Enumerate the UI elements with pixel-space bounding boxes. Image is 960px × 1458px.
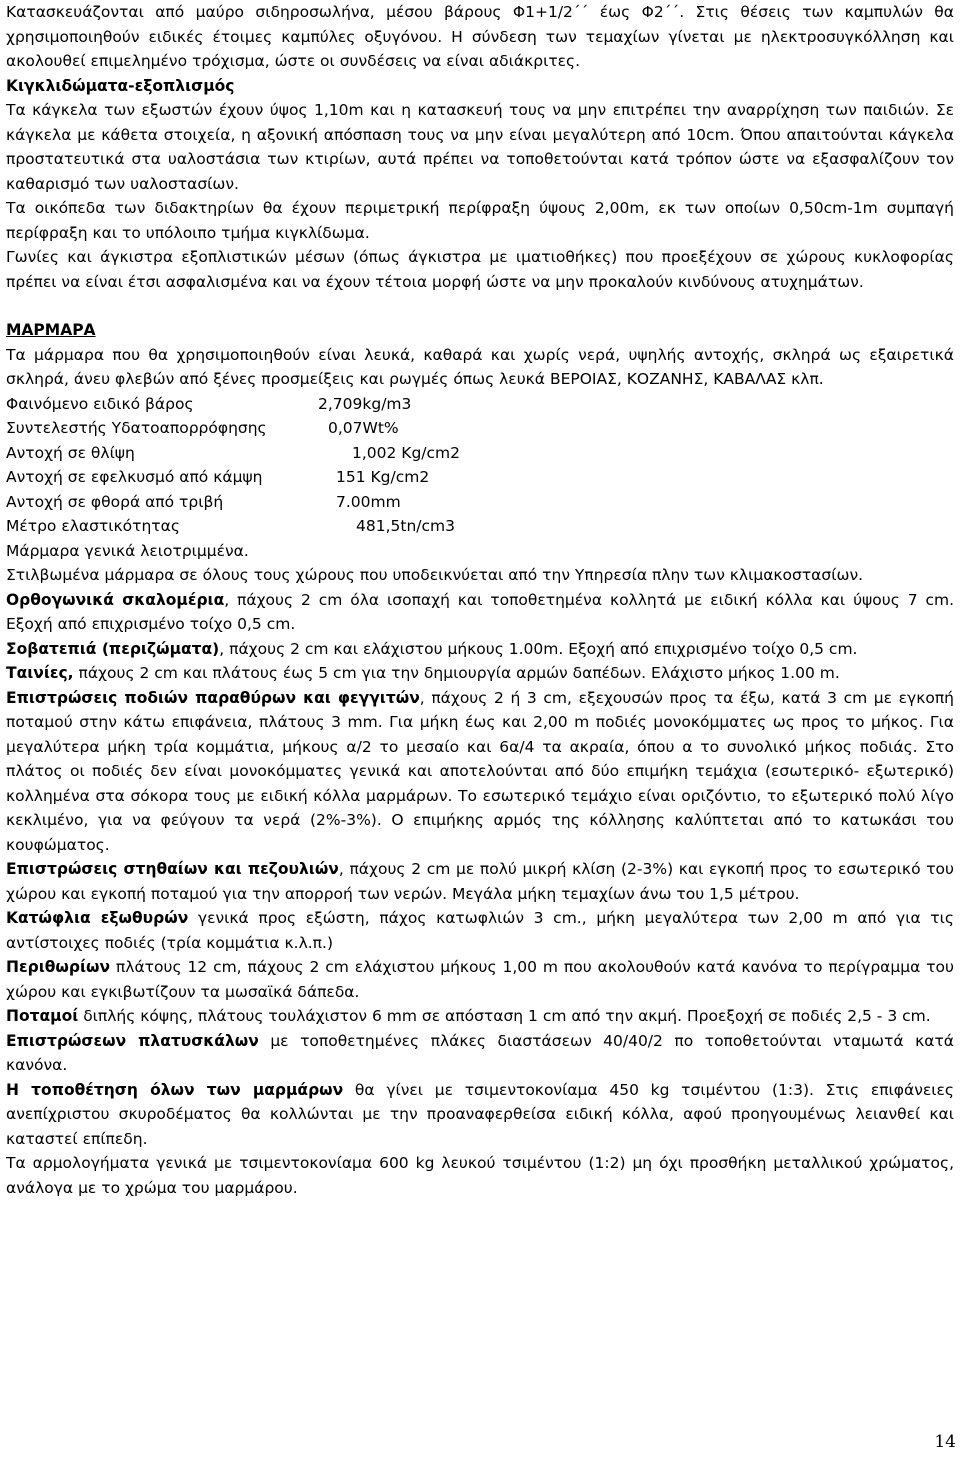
marble-item-term: Ποταμοί — [6, 1007, 79, 1025]
railings-paragraph-3: Γωνίες και άγκιστρα εξοπλιστικών μέσων (όπως άγκιστρα με ιματιοθήκες) που προεξέχουν σε χώρους κυκλοφορίας πρέπει να είναι έτσι ασφαλισμένα και να έχουν τέτοια μορφή ώστε να μην προκαλούν κινδύνους ατυχημάτων. — [6, 248, 954, 291]
marble-item-term: Επιστρώσεις στηθαίων και πεζουλιών — [6, 860, 339, 878]
spec-label: Αντοχή σε φθορά από τριβή — [6, 492, 224, 511]
marble-item-text: διπλής κόψης, πλάτους τουλάχιστον 6 mm σε απόσταση 1 cm από την ακμή. Προεξοχή σε ποδιές 2,5 - 3 cm. — [78, 1007, 931, 1025]
marble-item-term: Περιθωρίων — [6, 958, 111, 976]
marble-item-term: Σοβατεπιά (περιζώματα) — [6, 639, 220, 658]
marble-item-text: θα γίνει με τσιμεντοκονίαμα 450 kg τσιμέντου (1:3). Στις επιφάνειες ανεπίχριστου σκυροδέματος θα κολλώνται με την προαναφερθείσα ειδική κόλλα, αφού προηγουμένως λειανθεί και καταστεί επίπεδη. — [6, 1080, 954, 1148]
railings-paragraph-2: Τα οικόπεδα των διδακτηρίων θα έχουν περιμετρική περίφραξη ύψους 2,00m, εκ των οποίων 0,50cm-1m συμπαγή περίφραξη και το υπόλοιπο τμήμα κιγκλίδωμα. — [6, 199, 954, 242]
spec-row — [6, 465, 954, 490]
railings-paragraph-1: Τα κάγκελα των εξωστών έχουν ύψος 1,10m και η κατασκευή τους να μην επιτρέπει την αναρρίχηση των παιδιών. Σε κάγκελα με κάθετα στοιχεία, η αξονική απόσπαση τους να μην είναι μεγαλύτερη από 10cm. Όπου απαιτούνται κάγκελα προστατευτικά στα υαλοστάσια των κτιρίων, αυτά πρέπει να τοποθετούνται κατά τρόπον ώστε να εξασφαλίζουν τον καθαρισμό των υαλοστασίων. — [6, 101, 954, 193]
spec-label: Αντοχή σε εφελκυσμό από κάμψη — [6, 468, 263, 486]
marble-specs — [6, 392, 954, 539]
marble-item-term: Ορθογωνικά σκαλομέρια — [6, 590, 225, 609]
marble-item — [6, 588, 954, 637]
marble-item-text: γενικά προς εξώστη, πάχος κατωφλιών 3 cm., μήκη μεγαλύτερα των 2,00 m από για τις αντίστοιχες ποδιές (τρία κομμάτια κ.λ.π.) — [6, 909, 954, 952]
spec-row — [6, 514, 954, 539]
spec-row — [6, 416, 954, 441]
marble-polished-general: Μάρμαρα γενικά λειοτριμμένα. — [6, 541, 249, 560]
spec-row — [6, 392, 954, 417]
marble-item — [6, 857, 954, 906]
spec-value: 151 Kg/cm2 — [336, 468, 430, 486]
marble-item-text: , πάχους 2 ή 3 cm, εξεχουσών προς τα έξω, κατά 3 cm με εγκοπή ποταμού στην κάτω επιφάνεια, πλάτους 3 mm. Για μήκη έως και 2,00 m ποδιές μονοκόμματες ως προς το μήκος. Για μεγαλύτερα μήκη τρία κομμάτια, μήκους α/2 το μεσαίο και 6α/4 τα ακραία, όπου α το συνολικό μήκος ποδιάς. Στο πλάτος οι ποδιές δεν είναι μονοκόμματες γενικά και αποτελούνται από δύο επιμήκη τεμάχια (εσωτερικό- εξωτερικό) κολλημένα στα σόκορα τους με ειδική κόλλα μαρμάρων. Το εσωτερικό τεμάχιο είναι οριζόντιο, το εξωτερικό πολύ λίγο κεκλιμένο, για να φεύγουν τα νερά (2%-3%). Ο επιμήκης αρμός της κόλλησης καλύπτεται από το κατωκάσι του κουφώματος. — [6, 688, 954, 854]
marble-item — [6, 661, 954, 686]
marble-item-text: , πάχους 2 cm με πολύ μικρή κλίση (2-3%) και εγκοπή προς το εσωτερικό του χώρου και εγκοπή ποταμού για την απορροή των νερών. Μεγάλα μήκη τεμαχίων άνω του 1,5 μέτρου. — [6, 860, 955, 903]
marble-item — [6, 686, 954, 858]
marble-intro: Τα μάρμαρα που θα χρησιμοποιηθούν είναι λευκά, καθαρά και χωρίς νερά, υψηλής αντοχής, σκληρά ως εξαιρετικά σκληρά, άνευ φλεβών από ξένες προσμείξεις και ρωγμές όπως λευκά ΒΕΡΟΙΑΣ, ΚΟΖΑΝΗΣ, ΚΑΒΑΛΑΣ κλπ. — [6, 345, 954, 388]
page-number: 14 — [934, 1432, 956, 1452]
marble-item-text: , πάχους 2 cm όλα ισοπαχή και τοποθετημένα κολλητά με ειδική κόλλα και ύψους 7 cm. Εξοχή από επιχρισμένο τοίχο 0,5 cm. — [6, 590, 954, 633]
marble-item-term: Ταινίες, — [6, 664, 74, 682]
spec-label: Μέτρο ελαστικότητας — [6, 517, 180, 535]
spec-value: 2,709kg/m3 — [318, 394, 412, 413]
marble-item-term: Επιστρώσεων πλατυσκάλων — [6, 1031, 259, 1050]
marble-item-text: πλάτους 12 cm, πάχους 2 cm ελάχιστου μήκους 1,00 m που ακολουθούν κατά κανόνα το περίγραμμα του χώρου και εγκιβωτίζουν τα μωσαϊκά δάπεδα. — [6, 958, 954, 1001]
marble-item — [6, 1004, 954, 1029]
spec-value: 1,002 Kg/cm2 — [352, 443, 461, 462]
spec-row — [6, 490, 954, 515]
marble-item — [6, 1029, 954, 1078]
document-page — [6, 0, 954, 1200]
spec-label: Φαινόμενο ειδικό βάρος — [6, 394, 194, 413]
marble-item-text: με τοποθετημένες πλάκες διαστάσεων 40/40/2 πο τοποθετούνται νταμωτά κατά κανόνα. — [6, 1031, 954, 1074]
marble-item — [6, 637, 954, 662]
spec-label: Συντελεστής Υδατοαπορρόφησης — [6, 419, 267, 437]
marble-item — [6, 955, 954, 1004]
intro-paragraph: Κατασκευάζονται από μαύρο σιδηροσωλήνα, μέσου βάρους Φ1+1/2΄΄ έως Φ2΄΄. Στις θέσεις των καμπυλών θα χρησιμοποιηθούν ειδικές έτοιμες καμπύλες οξυγόνου. Η σύνδεση των τεμαχίων γίνεται με ηλεκτροσυγκόλληση και ακολουθεί επιμελημένο τρόχισμα, ώστε οι συνδέσεις να είναι αδιάκριτες. — [6, 3, 954, 70]
marble-section-title: ΜΑΡΜΑΡΑ — [6, 321, 96, 339]
marble-item-text: πάχους 2 cm και πλάτους έως 5 cm για την δημιουργία αρμών δαπέδων. Ελάχιστο μήκος 1.00 m. — [73, 664, 840, 682]
marble-item-term: Κατώφλια εξωθυρών — [6, 909, 189, 927]
marble-closing: Τα αρμολογήματα γενικά με τσιμεντοκονίαμα 600 kg λευκού τσιμέντου (1:2) μη όχι προσθήκη μεταλλικού χρώματος, ανάλογα με το χρώμα του μαρμάρου. — [6, 1154, 954, 1197]
spec-value: 0,07Wt% — [328, 419, 399, 437]
marble-item-term: Επιστρώσεις ποδιών παραθύρων και φεγγιτών — [6, 688, 420, 707]
marble-item-term: Η τοποθέτηση όλων των μαρμάρων — [6, 1080, 344, 1099]
marble-item-text: , πάχους 2 cm και ελάχιστου μήκους 1.00m. Εξοχή από επιχρισμένο τοίχο 0,5 cm. — [219, 639, 858, 658]
marble-item — [6, 1078, 954, 1152]
spec-label: Αντοχή σε θλίψη — [6, 443, 135, 462]
marble-polished-areas: Στιλβωμένα μάρμαρα σε όλους τους χώρους που υποδεικνύεται από την Υπηρεσία πλην των κλιμακοστασίων. — [6, 566, 864, 584]
railings-heading: Κιγκλιδώματα-εξοπλισμός — [6, 76, 235, 95]
spec-value: 7.00mm — [336, 492, 401, 511]
marble-item — [6, 906, 954, 955]
spec-value: 481,5tn/cm3 — [356, 517, 455, 535]
spec-row — [6, 441, 954, 466]
